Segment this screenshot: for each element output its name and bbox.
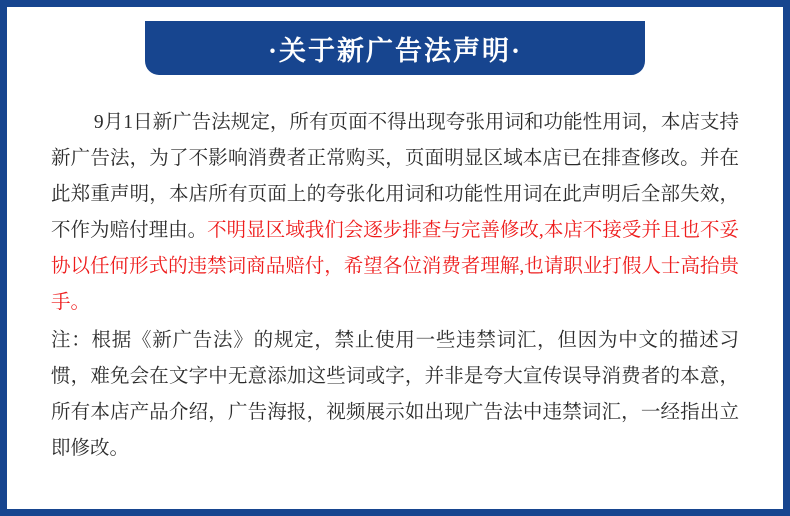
statement-paragraph-1 [51, 105, 739, 321]
statement-text-black: 9月1日新广告法规定，所有页面不得出现夸张用词和功能性用词，本店支持新广告法，为了不影响消费者正常购买，页面明显区域本店已在排查修改。并在此郑重声明，本店所有页面上的夸张化用词和功能性用词在此声明后全部失效，不作为赔付理由。 [51, 112, 739, 241]
statement-text-red: 不明显区域我们会逐步排查与完善修改,本店不接受并且也不妥协以任何形式的违禁词商品赔付，希望各位消费者理解,也请职业打假人士高抬贵手。 [51, 220, 739, 313]
banner-header [145, 21, 645, 75]
statement-paragraph-2: 注：根据《新广告法》的规定，禁止使用一些违禁词汇，但因为中文的描述习惯，难免会在文字中无意添加这些词或字，并非是夸大宣传误导消费者的本意，所有本店产品介绍，广告海报，视频展示如出现广告法中违禁词汇，一经指出立即修改。 [51, 330, 739, 459]
page-title: ·关于新广告法声明· [267, 35, 522, 66]
statement-body [51, 105, 739, 467]
